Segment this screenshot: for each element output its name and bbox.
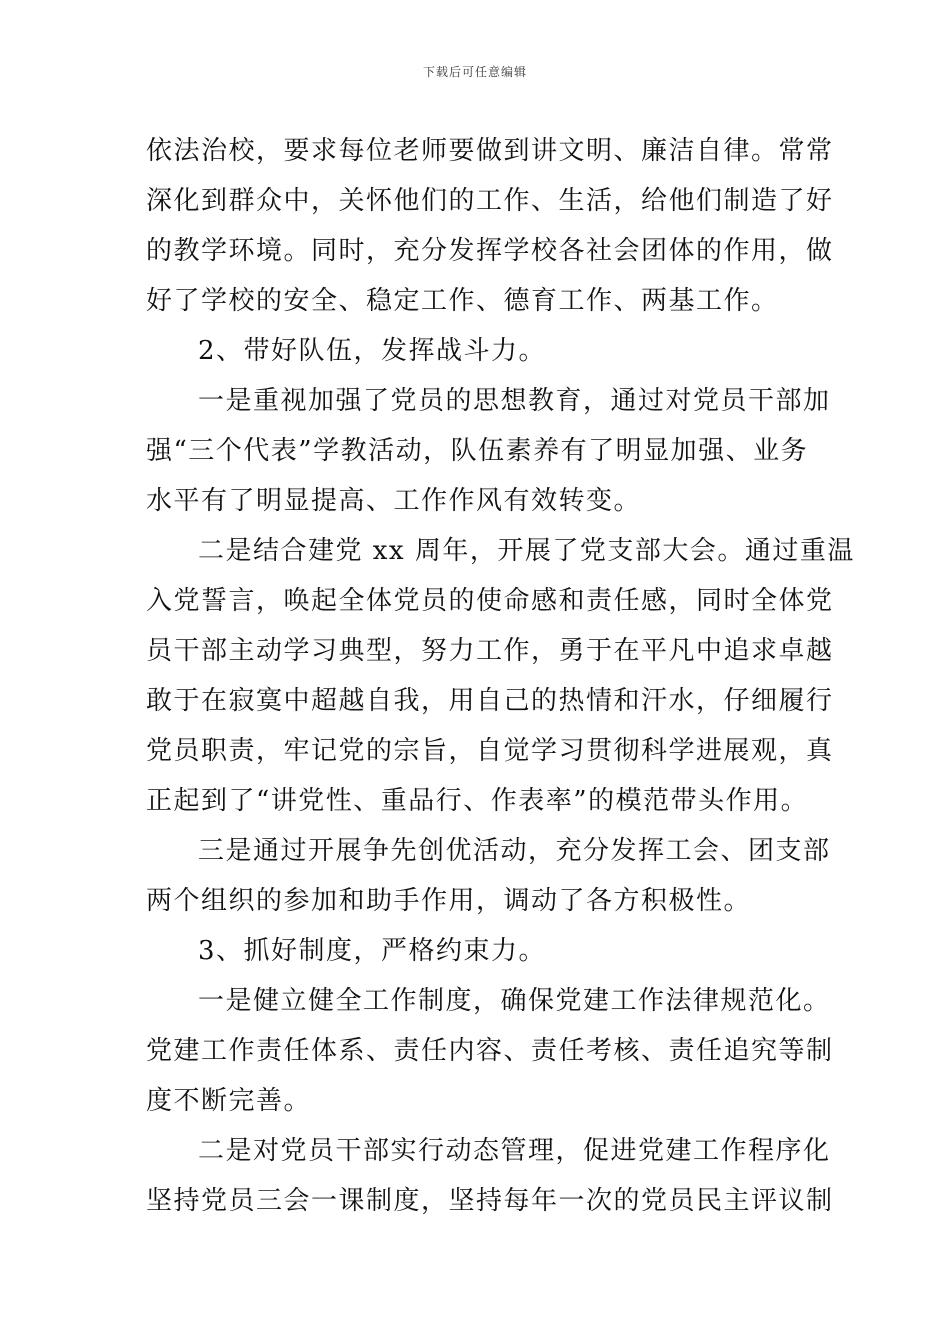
text-line: 二是结合建党 xx 周年，开展了党支部大会。通过重温 xyxy=(198,536,855,566)
text-line: 敢于在寂寞中超越自我，用自己的热情和汗水，仔细履行 xyxy=(146,686,834,716)
text-line: 坚持党员三会一课制度，坚持每年一次的党员民主评议制 xyxy=(146,1186,834,1216)
text-line: 度不断完善。 xyxy=(146,1086,312,1116)
text-line: 三是通过开展争先创优活动，充分发挥工会、团支部 xyxy=(198,836,831,866)
text-line: 强“三个代表”学教活动，队伍素养有了明显加强、业务 xyxy=(146,436,809,466)
page-header: 下载后可任意编辑 xyxy=(422,65,527,79)
text-line: 好了学校的安全、稳定工作、德育工作、两基工作。 xyxy=(146,286,779,316)
text-line: 深化到群众中，关怀他们的工作、生活，给他们制造了好 xyxy=(146,186,834,216)
text-line: 党员职责，牢记党的宗旨，自觉学习贯彻科学进展观，真 xyxy=(146,736,834,766)
text-line: 水平有了明显提高、工作作风有效转变。 xyxy=(146,486,642,516)
text-line: 依法治校，要求每位老师要做到讲文明、廉洁自律。常常 xyxy=(146,136,834,166)
text-line: 两个组织的参加和助手作用，调动了各方积极性。 xyxy=(146,886,752,916)
section-heading: 2、带好队伍，发挥战斗力。 xyxy=(198,336,547,366)
section-heading: 3、抓好制度，严格约束力。 xyxy=(198,936,547,966)
text-line: 入党誓言，唤起全体党员的使命感和责任感，同时全体党 xyxy=(146,586,834,616)
text-line: 二是对党员干部实行动态管理，促进党建工作程序化 xyxy=(198,1136,831,1166)
text-line: 的教学环境。同时，充分发挥学校各社会团体的作用，做 xyxy=(146,236,834,266)
text-line: 一是健立健全工作制度，确保党建工作法律规范化。 xyxy=(198,986,831,1016)
text-line: 党建工作责任体系、责任内容、责任考核、责任追究等制 xyxy=(146,1036,834,1066)
document-body xyxy=(146,126,855,1226)
text-line: 一是重视加强了党员的思想教育，通过对党员干部加 xyxy=(198,386,831,416)
text-line: 员干部主动学习典型，努力工作，勇于在平凡中追求卓越 xyxy=(146,636,834,666)
text-line: 正起到了“讲党性、重品行、作表率”的模范带头作用。 xyxy=(146,786,809,816)
